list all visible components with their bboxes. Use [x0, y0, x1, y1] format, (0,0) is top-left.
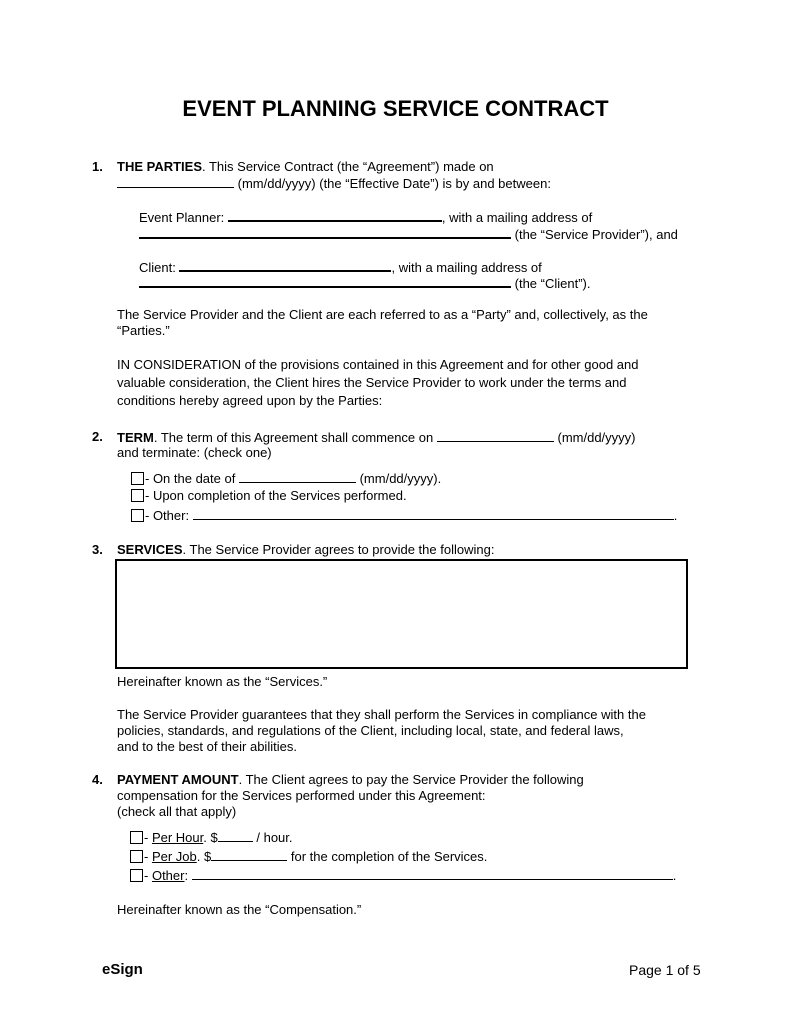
payment-other-field[interactable] — [192, 867, 673, 880]
term-date-format: (mm/dd/yyyy) — [557, 430, 636, 445]
per-hour-amount-field[interactable] — [218, 829, 253, 842]
section-1-intro-line2 — [117, 175, 551, 192]
term-option-other — [131, 507, 677, 524]
term-start-date-field[interactable] — [437, 429, 554, 442]
term-text: . The term of this Agreement shall commence on — [153, 430, 434, 445]
term-option-completion — [131, 488, 407, 504]
payment-line1 — [117, 772, 584, 788]
section-1-heading: THE PARTIES — [117, 159, 202, 174]
client-address-label: , with a mailing address of — [391, 260, 542, 275]
page-number: Page 1 of 5 — [629, 962, 701, 978]
section-3-number: 3. — [92, 542, 103, 557]
effective-date-label: (mm/dd/yyyy) (the “Effective Date”) is by and between: — [237, 176, 551, 191]
per-job-amount-field[interactable] — [211, 848, 287, 861]
consideration-line2: valuable consideration, the Client hires the Service Provider to work under the terms and — [117, 375, 627, 390]
document-title: EVENT PLANNING SERVICE CONTRACT — [182, 96, 609, 121]
services-hereinafter: Hereinafter known as the “Services.” — [117, 674, 328, 689]
payment-other-period: . — [672, 868, 677, 883]
term-on-date-label: - On the date of — [145, 471, 236, 486]
per-job-label: Per Job — [151, 849, 197, 864]
term-other-period: . — [673, 508, 678, 523]
term-on-date-checkbox[interactable] — [131, 472, 144, 485]
per-hour-checkbox[interactable] — [130, 831, 143, 844]
payment-other-colon: : — [184, 868, 189, 883]
per-hour-unit: / hour. — [256, 830, 293, 845]
event-planner-address-field[interactable] — [139, 225, 511, 239]
payment-other-label: Other — [151, 868, 185, 883]
per-job-checkbox[interactable] — [130, 850, 143, 863]
services-text: . The Service Provider agrees to provide the following: — [182, 542, 495, 557]
term-line1 — [117, 429, 636, 446]
term-option-on-date — [131, 470, 441, 487]
consideration-line3: conditions hereby agreed upon by the Parties: — [117, 393, 383, 408]
term-other-label: - Other: — [145, 508, 190, 523]
consideration-line1: IN CONSIDERATION of the provisions contained in this Agreement and for other good and — [117, 357, 639, 372]
event-planner-label: Event Planner: — [139, 210, 225, 225]
per-hour-dollar: . $ — [203, 830, 218, 845]
effective-date-field[interactable] — [117, 175, 234, 188]
payment-line2: compensation for the Services performed under this Agreement: — [117, 788, 486, 803]
services-heading: SERVICES — [117, 542, 183, 557]
client-label: Client: — [139, 260, 176, 275]
services-line — [117, 542, 494, 558]
term-end-date-field[interactable] — [239, 470, 356, 483]
payment-line3: (check all that apply) — [117, 804, 237, 819]
section-1-intro-text: . This Service Contract (the “Agreement”) made on — [202, 159, 494, 174]
services-guarantee-line2: policies, standards, and regulations of the Client, including local, state, and federal laws, — [117, 723, 624, 738]
term-end-date-format: (mm/dd/yyyy). — [359, 471, 442, 486]
client-address-field[interactable] — [139, 274, 511, 288]
event-planner-name-field[interactable] — [228, 208, 442, 222]
client-end-label: (the “Client”). — [514, 276, 591, 291]
term-line2: and terminate: (check one) — [117, 445, 272, 460]
payment-text: . The Client agrees to pay the Service Provider the following — [238, 772, 584, 787]
per-job-dollar: . $ — [196, 849, 212, 864]
payment-option-per-hour: - Per Hour. $ / hour. — [130, 829, 293, 846]
section-1-number: 1. — [92, 159, 103, 174]
per-job-text: for the completion of the Services. — [290, 849, 488, 864]
term-other-field[interactable] — [193, 507, 674, 520]
event-planner-line — [139, 208, 592, 226]
services-guarantee-line1: The Service Provider guarantees that they shall perform the Services in compliance with the — [117, 707, 646, 722]
term-heading: TERM — [117, 430, 154, 445]
parties-paragraph-line1: The Service Provider and the Client are each referred to as a “Party” and, collectively, as the — [117, 307, 648, 322]
services-description-box[interactable] — [115, 559, 688, 669]
payment-option-per-job: - Per Job. $ for the completion of the Services. — [130, 848, 487, 865]
per-hour-label: Per Hour — [151, 830, 204, 845]
service-provider-label: (the “Service Provider”), and — [514, 227, 678, 242]
section-2-number: 2. — [92, 429, 103, 444]
section-1-intro-line1 — [117, 159, 494, 175]
client-address-line — [139, 274, 590, 292]
event-planner-address-line — [139, 225, 678, 243]
term-completion-checkbox[interactable] — [131, 489, 144, 502]
parties-paragraph-line2: “Parties.” — [117, 323, 170, 338]
payment-other-checkbox[interactable] — [130, 869, 143, 882]
section-4-number: 4. — [92, 772, 103, 787]
term-completion-label: - Upon completion of the Services performed. — [145, 488, 407, 503]
payment-option-other: - Other: . — [130, 867, 676, 884]
client-name-field[interactable] — [179, 258, 391, 272]
term-other-checkbox[interactable] — [131, 509, 144, 522]
services-guarantee-line3: and to the best of their abilities. — [117, 739, 297, 754]
compensation-hereinafter: Hereinafter known as the “Compensation.” — [117, 902, 362, 917]
event-planner-address-label: , with a mailing address of — [441, 210, 593, 225]
esign-logo: eSign — [102, 961, 143, 978]
payment-heading: PAYMENT AMOUNT — [117, 772, 239, 787]
